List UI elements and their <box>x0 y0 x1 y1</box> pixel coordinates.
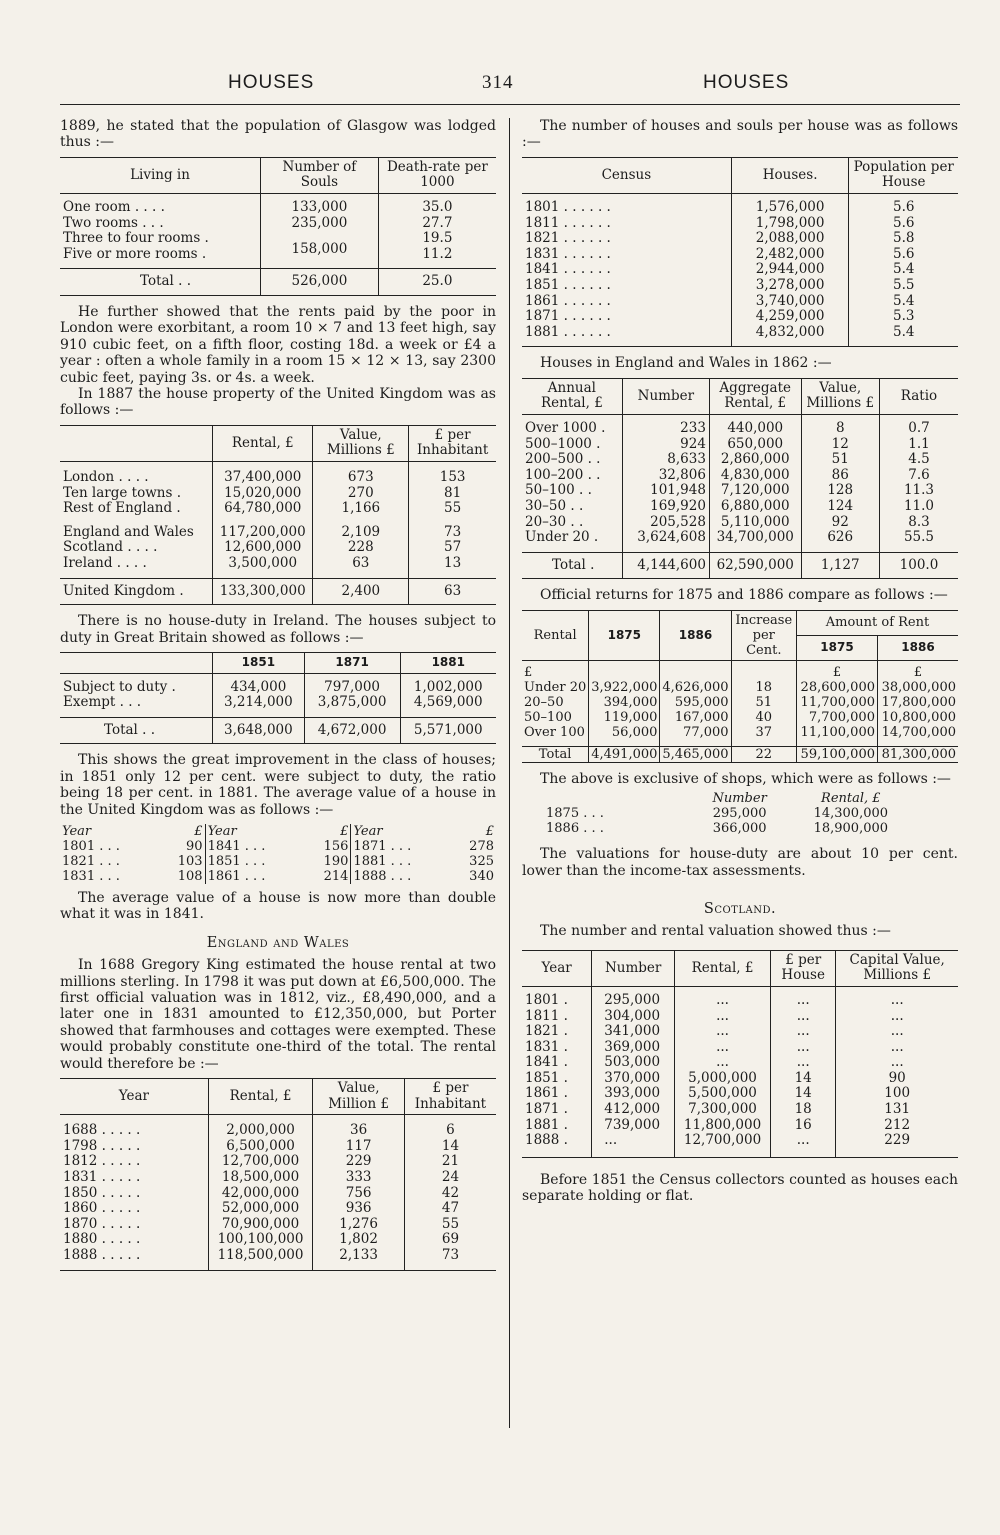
column-header: 1871 <box>304 653 400 673</box>
page-number: 314 <box>482 72 514 93</box>
table-header-row <box>522 379 958 415</box>
table-row: 500–1000 . 924 650,000 12 1.1 <box>522 437 958 453</box>
table-row: 1841 . 503,000 ... ... ... <box>522 1055 958 1071</box>
column-header: Rental, £ <box>675 951 771 987</box>
table-header-row <box>522 951 958 987</box>
paragraph: Before 1851 the Census collectors counted as houses each separate holding or flat. <box>522 1171 958 1205</box>
table-total-row: Total . 4,144,600 62,590,000 1,127 100.0 <box>522 552 958 578</box>
table-row: 1870 . . . . . 70,900,000 1,276 55 <box>60 1217 496 1233</box>
column-header: 1886 <box>877 635 958 660</box>
england-wales-rental-table <box>60 1078 496 1271</box>
column-header: Death-rate per 1000 <box>378 158 496 194</box>
table-row: 1886 . . . 366,000 18,900,000 <box>546 821 889 837</box>
table-row: 1851 . 370,000 5,000,000 14 90 <box>522 1071 958 1087</box>
column-header: Rental, £ <box>208 1079 313 1115</box>
right-column <box>522 118 958 1205</box>
table-row: 1831 . . . . . . 2,482,000 5.6 <box>522 247 958 263</box>
column-header: Annual Rental, £ <box>522 379 622 415</box>
table-row: Subject to duty . 434,000 797,000 1,002,000 <box>60 673 496 695</box>
column-header: Value, Millions £ <box>801 379 879 415</box>
table-row: £ £ £ <box>522 660 958 680</box>
paragraph: The valuations for house-duty are about 10 per cent. lower than the income-tax assessments. <box>522 846 958 879</box>
paragraph: He further showed that the rents paid by the poor in London were exorbitant, a room 10 × 7 and 13 feet high, say 910 cubic feet, on a fifth floor, costing 18d. a week or £4 a year : often a whole family in a room 15 × 12 × 13, say 2300 cubic feet, paying 3s. or 4s. a week. <box>60 303 496 386</box>
scotland-table <box>522 950 958 1158</box>
column-header: Amount of Rent <box>796 611 958 635</box>
running-head-left: HOUSES <box>228 72 315 93</box>
column-header: Living in <box>60 158 261 194</box>
table-row: 1850 . . . . . 42,000,000 756 42 <box>60 1186 496 1202</box>
table-header-row <box>60 653 496 673</box>
paragraph: The above is exclusive of shops, which were as follows :— <box>540 770 951 787</box>
table-row: 1880 . . . . . 100,100,000 1,802 69 <box>60 1232 496 1248</box>
table-total-row: Total 4,491,000 5,465,000 22 59,100,000 81,300,000 <box>522 746 958 762</box>
column-divider <box>509 118 510 1428</box>
column-header: Rental, £ <box>213 426 313 462</box>
house-duty-table <box>60 652 496 744</box>
section-heading: Scotland. <box>703 900 777 917</box>
table-row: 1860 . . . . . 52,000,000 936 47 <box>60 1201 496 1217</box>
table-row: 1801 . . . . . . 1,576,000 5.6 <box>522 194 958 216</box>
paragraph: There is no house-duty in Ireland. The houses subject to duty in Great Britain showed as follows :— <box>60 613 496 646</box>
table-total-row: Total . . 526,000 25.0 <box>60 269 496 295</box>
table-header-row: Number Rental, £ <box>712 791 881 807</box>
column-header: 1886 <box>660 611 731 661</box>
table-row: 200–500 . . 8,633 2,860,000 51 4.5 <box>522 452 958 468</box>
table-row: Two rooms . . . 235,000 27.7 <box>60 216 496 232</box>
table-row: Under 20 . 3,624,608 34,700,000 626 55.5 <box>522 530 958 552</box>
table-header-row <box>60 426 496 462</box>
paragraph: Official returns for 1875 and 1886 compare as follows :— <box>540 587 948 604</box>
table-row: 1811 . 304,000 ... ... ... <box>522 1009 958 1025</box>
table-row: London . . . . 37,400,000 673 153 <box>60 462 496 486</box>
table-header-row: Year £ Year £ Year £ <box>62 823 494 839</box>
column-header: Value, Million £ <box>313 1079 405 1115</box>
table-row: 1798 . . . . . 6,500,000 117 14 <box>60 1139 496 1155</box>
table-row: 1888 . ... 12,700,000 ... 229 <box>522 1133 958 1157</box>
column-header: Year <box>522 951 592 987</box>
table-row: 20–50 394,000 595,000 51 11,700,000 17,800,000 <box>524 694 956 710</box>
column-header: Number <box>592 951 675 987</box>
running-head-right: HOUSES <box>703 72 790 93</box>
column-header: Population per House <box>849 158 958 194</box>
table-row: Ireland . . . . 3,500,000 63 13 <box>60 556 496 578</box>
official-returns-table <box>522 610 958 763</box>
column-header: 1851 <box>213 653 305 673</box>
table-row: 1831 . . . . . 18,500,000 333 24 <box>60 1170 496 1186</box>
column-header: Ratio <box>879 379 958 415</box>
table-row: Over 1000 . 233 440,000 8 0.7 <box>522 414 958 436</box>
left-column <box>60 118 496 1279</box>
table-row: 1831 . 369,000 ... ... ... <box>522 1040 958 1056</box>
column-header: Aggregate Rental, £ <box>709 379 801 415</box>
paragraph: The average value of a house is now more than double what it was in 1841. <box>60 889 496 923</box>
table-row: 1812 . . . . . 12,700,000 229 21 <box>60 1154 496 1170</box>
paragraph: The number and rental valuation showed thus :— <box>540 923 891 940</box>
glasgow-table <box>60 157 496 296</box>
table-row: 1801 . 295,000 ... ... ... <box>522 986 958 1008</box>
table-header-row <box>60 1079 496 1115</box>
column-header: Rental <box>522 611 589 661</box>
table-row: 30–50 . . 169,920 6,880,000 124 11.0 <box>522 499 958 515</box>
table-header-row <box>60 158 496 194</box>
table-row: 1871 . 412,000 7,300,000 18 131 <box>522 1102 958 1118</box>
column-header: Houses. <box>731 158 849 194</box>
column-header: 1875 <box>589 611 660 661</box>
table-row: England and Wales 117,200,000 2,109 73 <box>60 517 496 541</box>
table-row: Rest of England . 64,780,000 1,166 55 <box>60 501 496 517</box>
paragraph: In 1887 the house property of the United Kingdom was as follows :— <box>60 386 496 419</box>
uk-property-table <box>60 425 496 605</box>
table-row: 1841 . . . . . . 2,944,000 5.4 <box>522 262 958 278</box>
paragraph: 1889, he stated that the population of Glasgow was lodged thus :— <box>60 118 496 151</box>
column-header: £ per House <box>770 951 835 987</box>
table-row: 1811 . . . . . . 1,798,000 5.6 <box>522 216 958 232</box>
paragraph: The number of houses and souls per house was as follows :— <box>522 118 958 151</box>
table-row: 50–100 119,000 167,000 40 7,700,000 10,800,000 <box>524 709 956 725</box>
column-header: Census <box>522 158 731 194</box>
table-row: 1861 . . . . . . 3,740,000 5.4 <box>522 294 958 310</box>
table-row: Over 100 56,000 77,000 37 11,100,000 14,700,000 <box>522 725 958 747</box>
column-header: Number <box>622 379 709 415</box>
bracketed-souls: 158,000 <box>261 231 379 269</box>
table-row: 1688 . . . . . 2,000,000 36 6 <box>60 1115 496 1139</box>
column-header: Capital Value, Millions £ <box>836 951 958 987</box>
header-rule <box>60 104 960 105</box>
table-row: 100–200 . . 32,806 4,830,000 86 7.6 <box>522 468 958 484</box>
table-row: 1881 . . . . . . 4,832,000 5.4 <box>522 325 958 347</box>
table-row: 50–100 . . 101,948 7,120,000 128 11.3 <box>522 483 958 499</box>
table-total-row: United Kingdom . 133,300,000 2,400 63 <box>60 578 496 604</box>
table-row: Exempt . . . 3,214,000 3,875,000 4,569,000 <box>60 695 496 717</box>
section-heading: England and Wales <box>206 934 350 951</box>
table-row: 1831 . . . 108 1861 . . . 214 1888 . . . 340 <box>62 868 494 884</box>
table-row: Ten large towns . 15,020,000 270 81 <box>60 486 496 502</box>
column-header: 1881 <box>400 653 496 673</box>
column-header: £ per Inhabitant <box>409 426 496 462</box>
table-row: Five or more rooms . 11.2 <box>60 247 496 269</box>
paragraph: Houses in England and Wales in 1862 :— <box>540 355 832 372</box>
table-row: Three to four rooms . 158,000 19.5 <box>60 231 496 247</box>
column-header: Year <box>60 1079 208 1115</box>
census-table <box>522 157 958 348</box>
table-row: 1875 . . . 295,000 14,300,000 <box>546 806 889 822</box>
table-row: One room . . . . 133,000 35.0 <box>60 194 496 216</box>
page-header <box>60 72 960 102</box>
table-row: 1861 . 393,000 5,500,000 14 100 <box>522 1086 958 1102</box>
table-row: 1821 . . . 103 1851 . . . 190 1881 . . . 325 <box>62 853 494 869</box>
column-header: £ per Inhabitant <box>404 1079 496 1115</box>
column-header: Number of Souls <box>261 158 379 194</box>
table-row: 1821 . . . . . . 2,088,000 5.8 <box>522 231 958 247</box>
table-row: 1881 . 739,000 11,800,000 16 212 <box>522 1118 958 1134</box>
table-row: 1851 . . . . . . 3,278,000 5.5 <box>522 278 958 294</box>
england-wales-1862-table <box>522 378 958 580</box>
table-row: 20–30 . . 205,528 5,110,000 92 8.3 <box>522 515 958 531</box>
paragraph: In 1688 Gregory King estimated the house rental at two millions sterling. In 1798 it was put down at £6,500,000. The first official valuation was in 1812, viz., £8,490,000, and a later one in 1831 amounted to £12,350,000, but Porter showed that farmhouses and cottages were exempted. These would probably constitute one-third of the total. The rental would therefore be :— <box>60 957 496 1072</box>
table-row: Under 20 3,922,000 4,626,000 18 28,600,000 38,000,000 <box>524 679 956 695</box>
table-row: Scotland . . . . 12,600,000 228 57 <box>60 540 496 556</box>
average-value-table <box>60 824 496 884</box>
column-header: 1875 <box>796 635 877 660</box>
table-row: 1821 . 341,000 ... ... ... <box>522 1024 958 1040</box>
table-header-row <box>522 611 958 635</box>
table-row: 1801 . . . 90 1841 . . . 156 1871 . . . 278 <box>62 838 494 854</box>
table-row: 1871 . . . . . . 4,259,000 5.3 <box>522 309 958 325</box>
table-row: 1888 . . . . . 118,500,000 2,133 73 <box>60 1248 496 1270</box>
table-header-row <box>522 158 958 194</box>
paragraph: This shows the great improvement in the class of houses; in 1851 only 12 per cent. were subject to duty, the ratio being 18 per cent. in 1881. The average value of a house in the United Kingdom was as follows :— <box>60 752 496 818</box>
table-total-row: Total . . 3,648,000 4,672,000 5,571,000 <box>60 717 496 743</box>
column-header: Value, Millions £ <box>313 426 409 462</box>
column-header: Increase per Cent. <box>731 611 796 661</box>
shops-table <box>522 791 958 836</box>
